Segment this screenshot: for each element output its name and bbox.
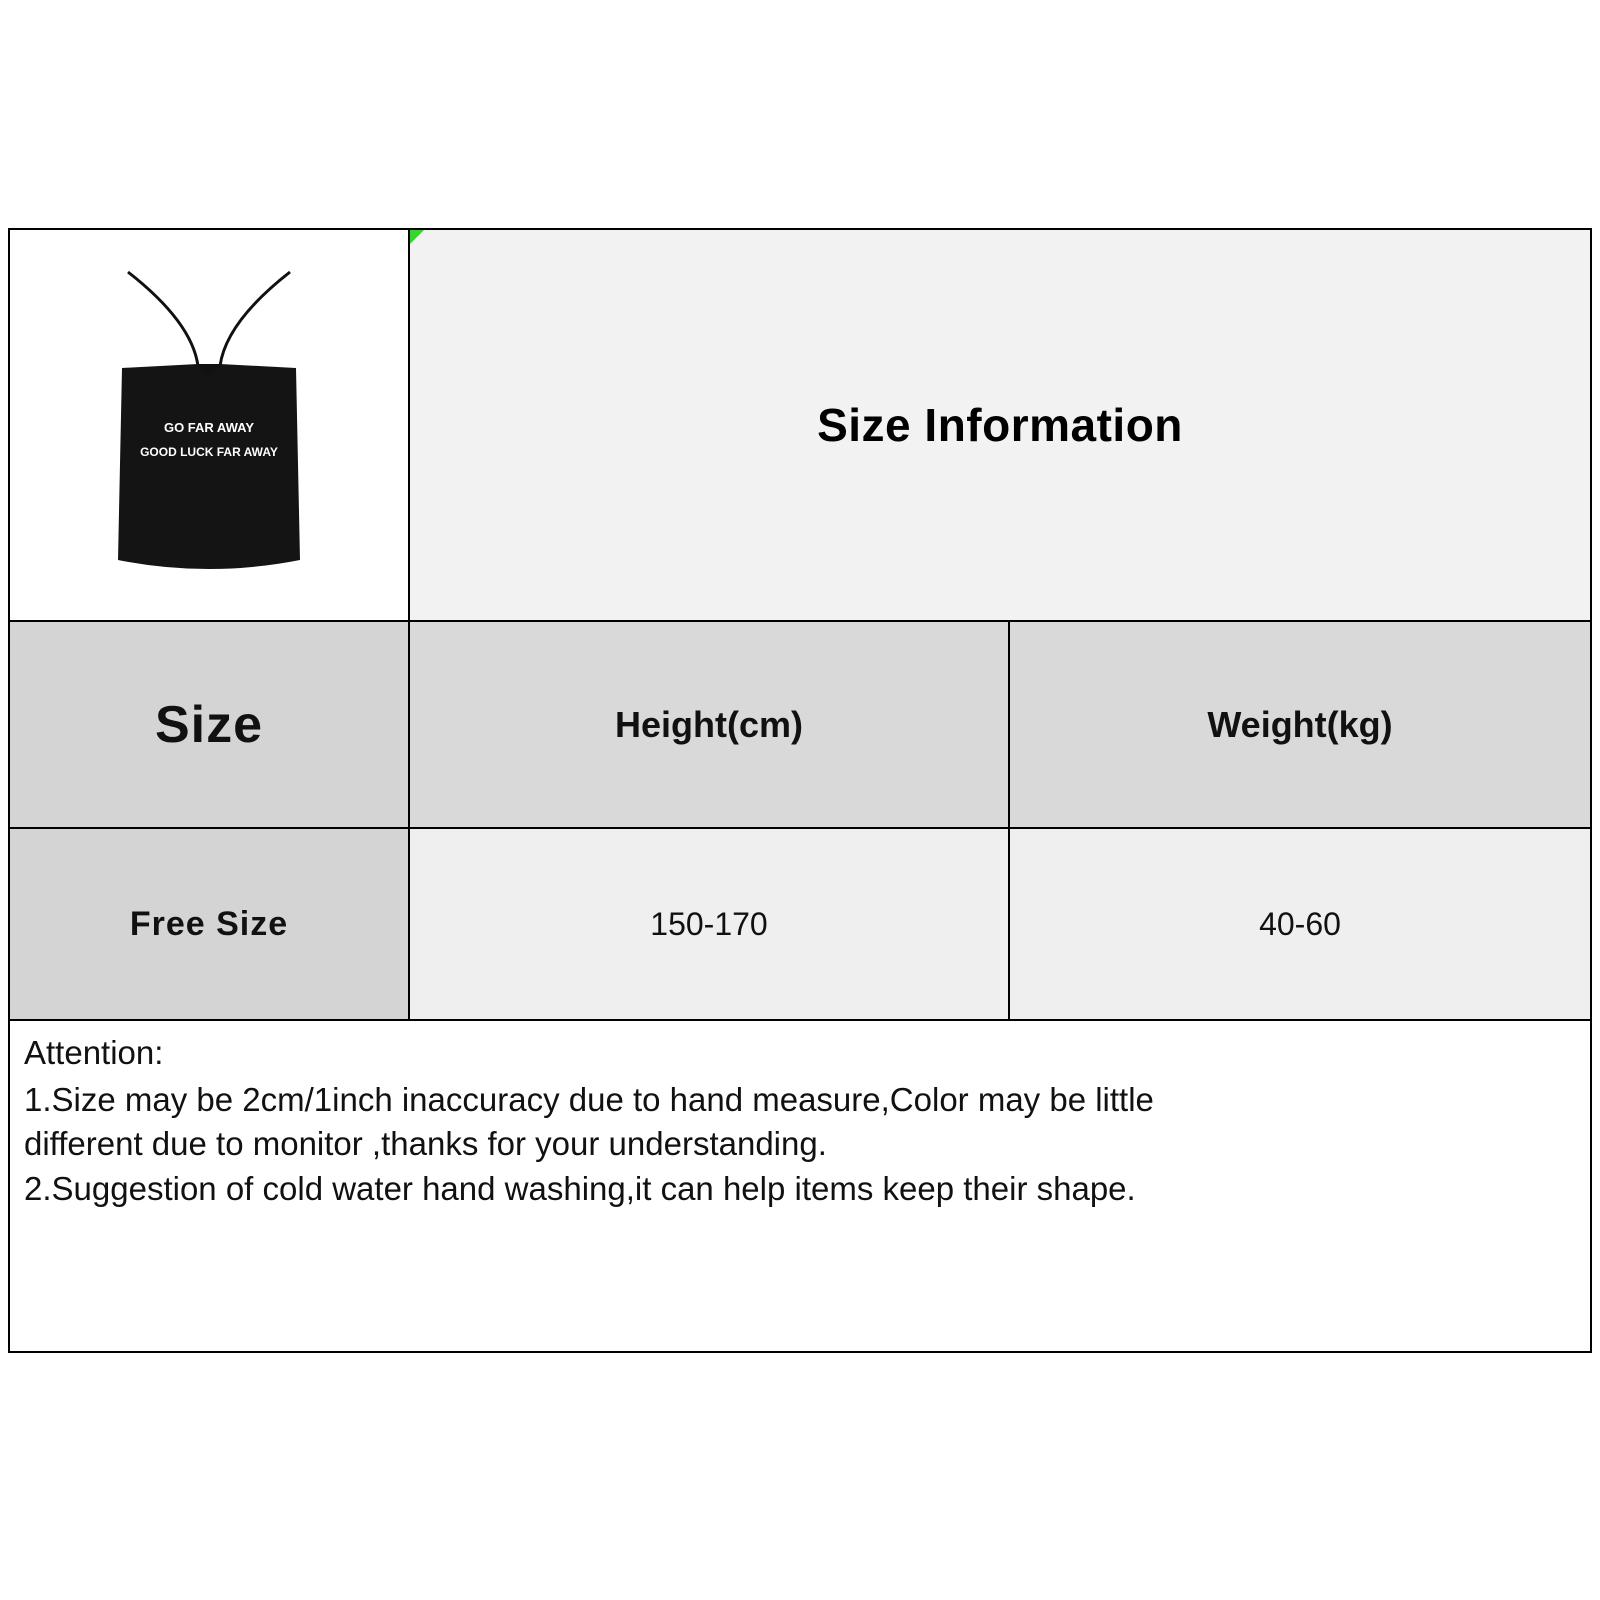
table-row xyxy=(10,829,1590,1021)
camisole-top-icon xyxy=(94,260,324,590)
attention-block xyxy=(10,1021,1590,1351)
product-image-cell xyxy=(10,230,410,620)
table-header-row xyxy=(10,622,1590,829)
green-corner-marker-icon xyxy=(410,230,424,244)
cell-weight-value: 40-60 xyxy=(1010,829,1590,1019)
size-information-title-cell xyxy=(410,230,1590,620)
cell-size-value: Free Size xyxy=(10,829,410,1019)
svg-text:GO FAR AWAY: GO FAR AWAY xyxy=(163,420,255,435)
chart-top-row xyxy=(10,230,1590,622)
attention-line-2: 2.Suggestion of cold water hand washing,it can help items keep their shape. xyxy=(24,1169,1136,1207)
attention-line-1: 1.Size may be 2cm/1inch inaccuracy due to hand measure,Color may be little xyxy=(24,1080,1154,1118)
attention-heading: Attention: xyxy=(24,1034,164,1071)
column-header-size: Size xyxy=(10,622,410,827)
cell-height-value: 150-170 xyxy=(410,829,1010,1019)
svg-text:GOOD LUCK FAR AWAY: GOOD LUCK FAR AWAY xyxy=(140,445,278,459)
page-title: Size Information xyxy=(817,399,1183,451)
attention-line-1-cont: different due to monitor ,thanks for your understanding. xyxy=(24,1125,827,1163)
column-header-weight: Weight(kg) xyxy=(1010,622,1590,827)
size-chart xyxy=(8,228,1592,1353)
column-header-height: Height(cm) xyxy=(410,622,1010,827)
